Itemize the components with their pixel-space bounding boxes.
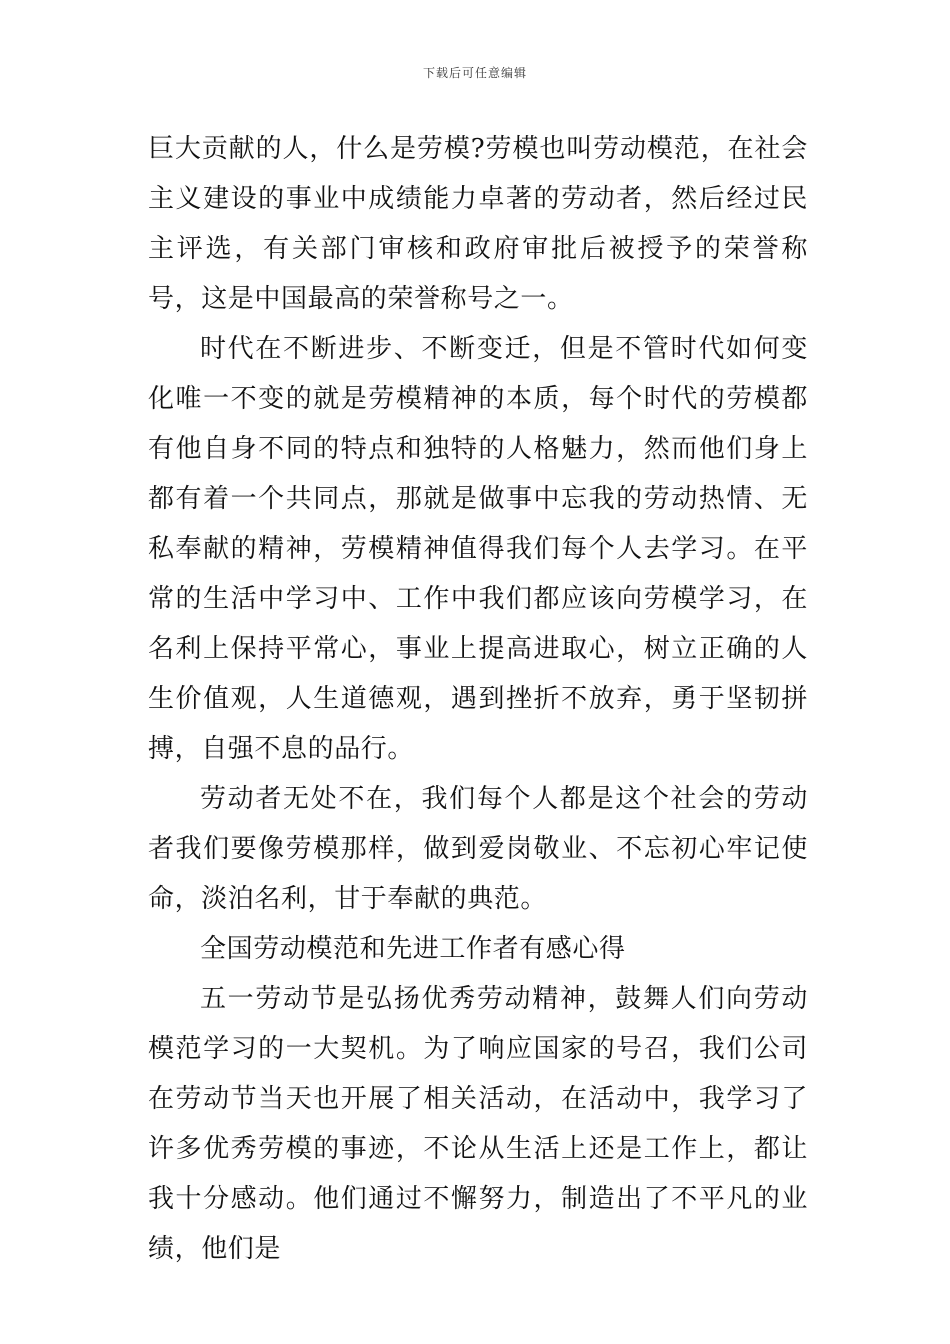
page-header-note: 下载后可任意编辑 <box>422 66 527 80</box>
paragraph-2: 时代在不断进步、不断变迁，但是不管时代如何变化唯一不变的就是劳模精神的本质，每个时代的劳模都有他自身不同的特点和独特的人格魅力，然而他们身上都有着一个共同点，那就是做事中忘我的劳动热情、无私奉献的精神，劳模精神值得我们每个人去学习。在平常的生活中学习中、工作中我们都应该向劳模学习，在名利上保持平常心，事业上提高进取心，树立正确的人生价值观，人生道德观，遇到挫折不放弃，勇于坚韧拼搏，自强不息的品行。 <box>148 334 808 764</box>
paragraph-4: 五一劳动节是弘扬优秀劳动精神，鼓舞人们向劳动模范学习的一大契机。为了响应国家的号召，我们公司在劳动节当天也开展了相关活动，在活动中，我学习了许多优秀劳模的事迹，不论从生活上还是工作上，都让我十分感动。他们通过不懈努力，制造出了不平凡的业绩，他们是 <box>148 984 808 1264</box>
paragraph-3: 劳动者无处不在，我们每个人都是这个社会的劳动者我们要像劳模那样，做到爱岗敬业、不忘初心牢记使命，淡泊名利，甘于奉献的典范。 <box>148 784 808 914</box>
document-body <box>148 124 808 1274</box>
section-heading: 全国劳动模范和先进工作者有感心得 <box>200 934 626 964</box>
paragraph-1: 巨大贡献的人，什么是劳模?劳模也叫劳动模范，在社会主义建设的事业中成绩能力卓著的劳动者，然后经过民主评选，有关部门审核和政府审批后被授予的荣誉称号，这是中国最高的荣誉称号之一。 <box>148 134 808 314</box>
